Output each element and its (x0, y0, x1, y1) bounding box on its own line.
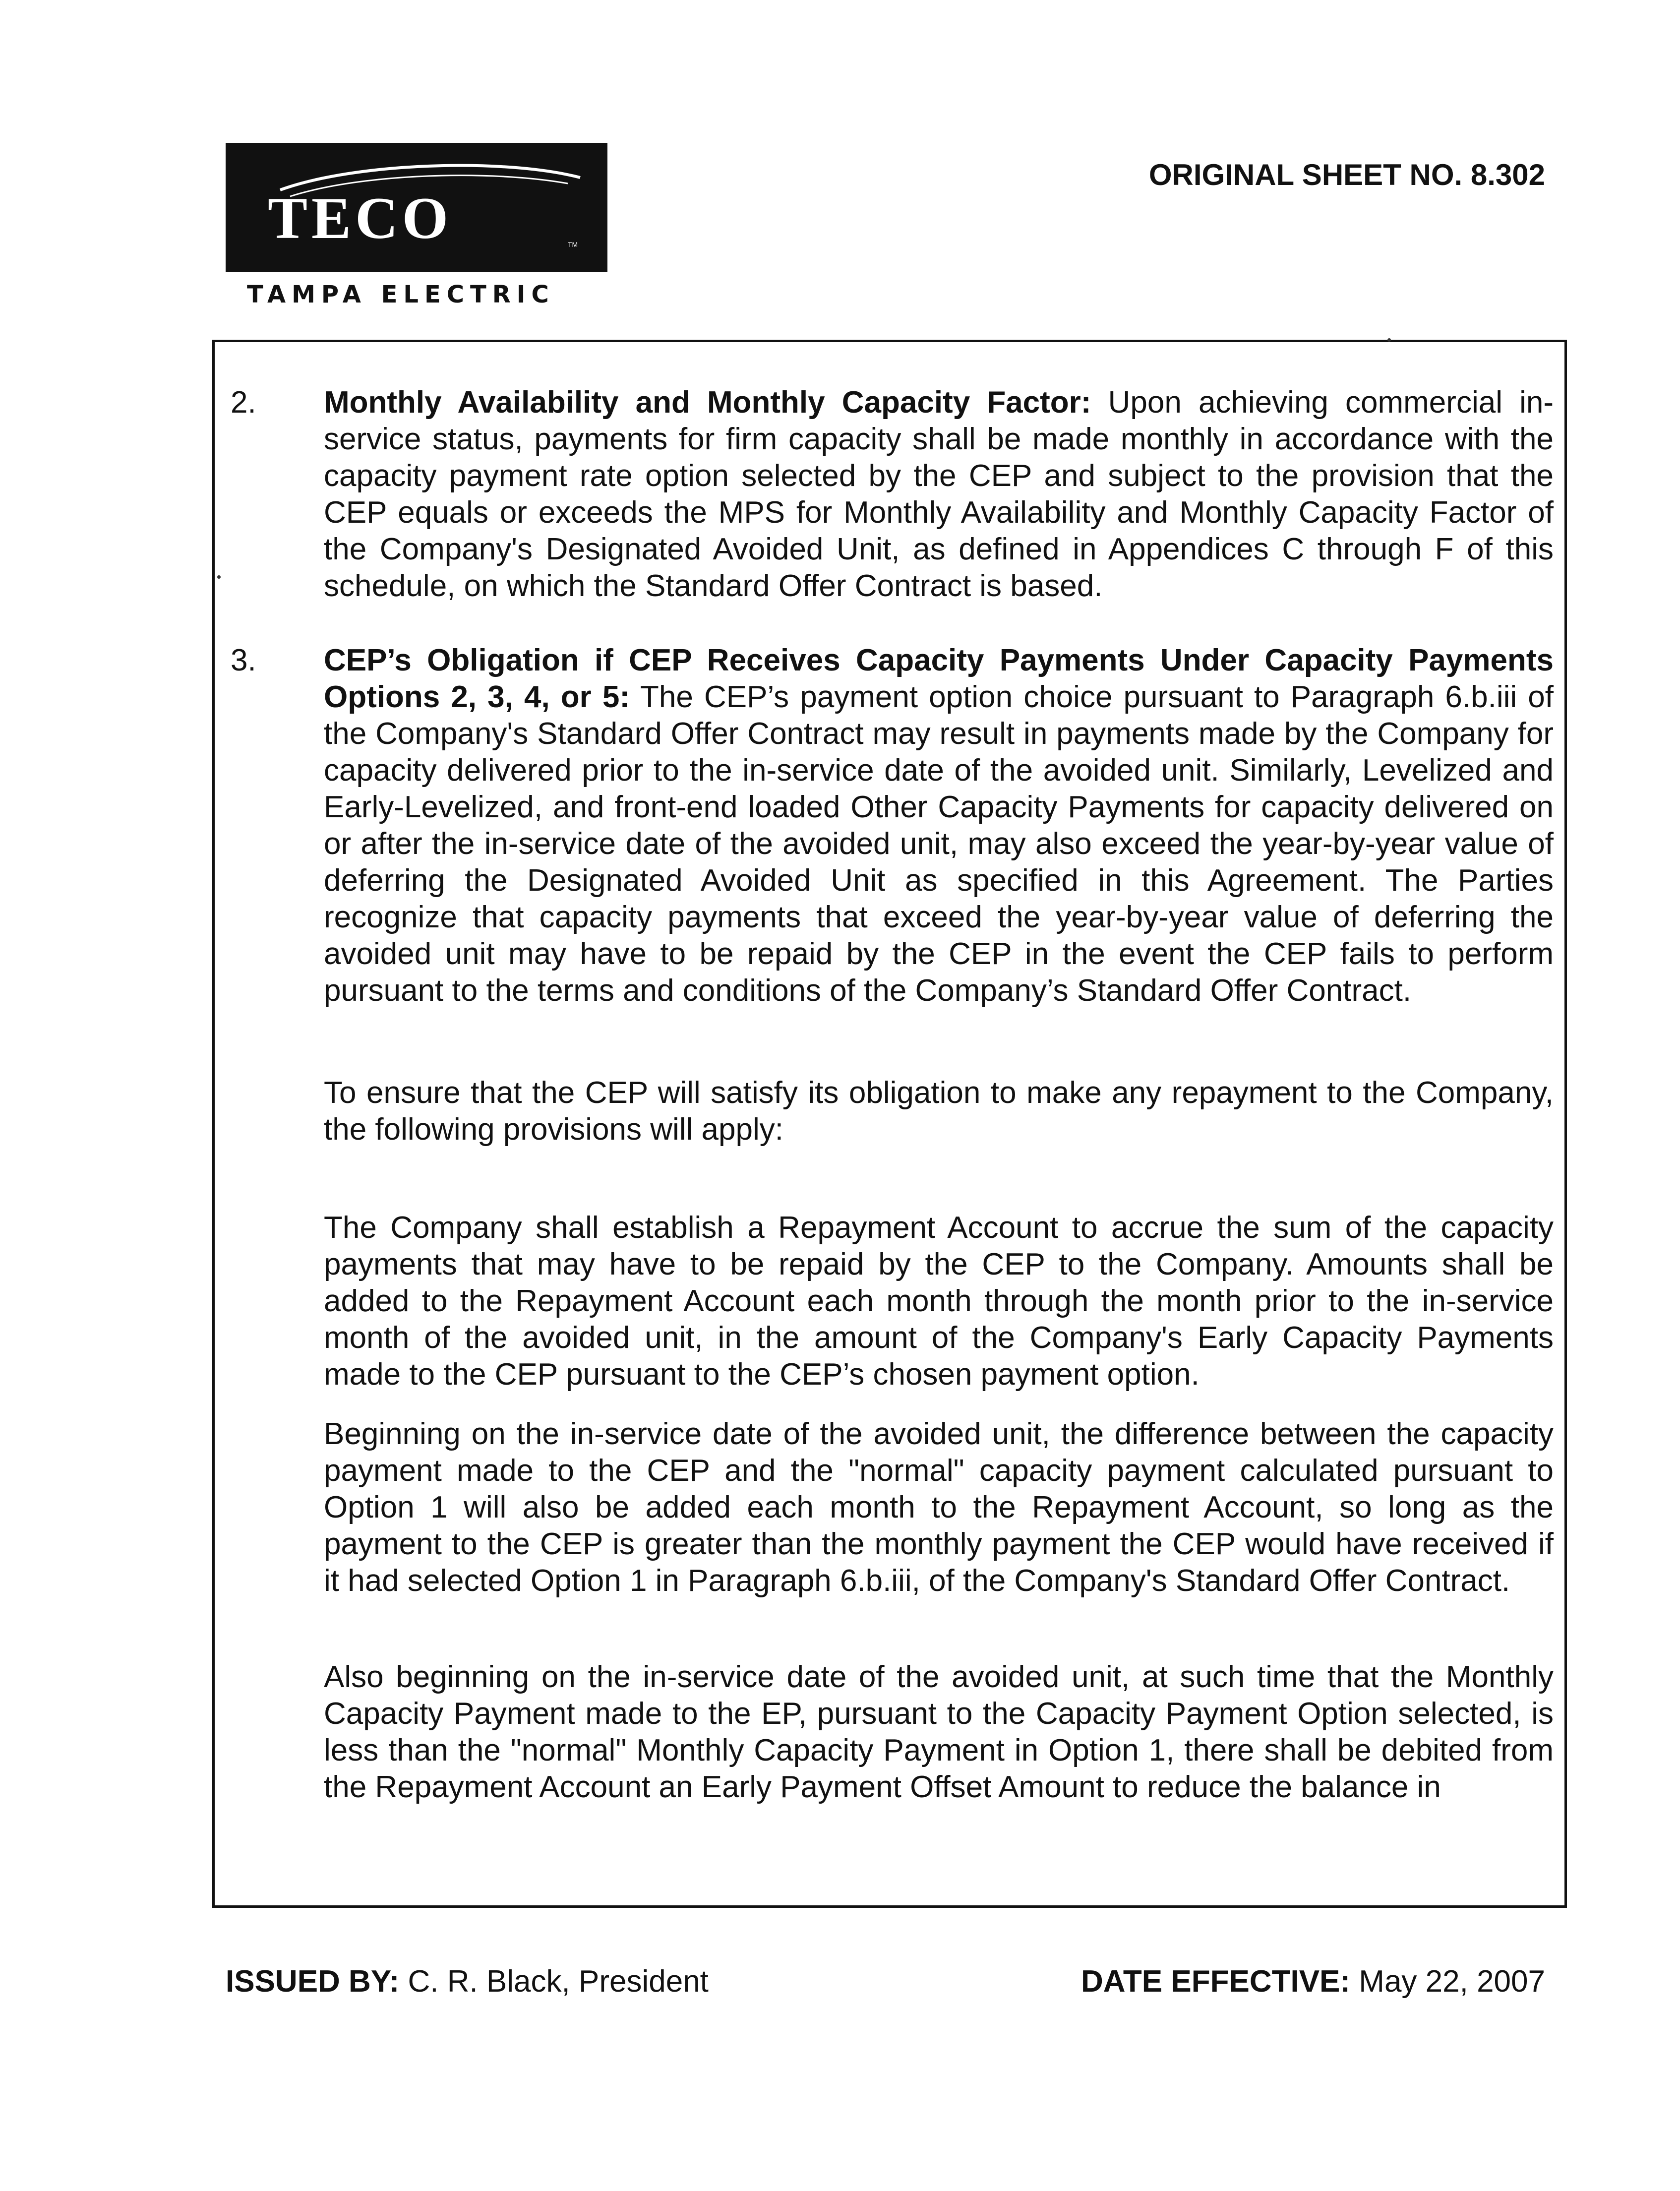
scan-speck (217, 575, 221, 579)
date-effective-value: May 22, 2007 (1359, 1964, 1545, 1999)
paragraph: Beginning on the in-service date of the avoided unit, the difference between the capacity payment made to the CEP and the "normal" capacity payment calculated pursuant to Option 1 will also be added each month to the Repayment Account, so long as the payment to the CEP is greater than the monthly payment the CEP would have received if it had selected Option 1 in Paragraph 6.b.iii, of the Company's Standard Offer Contract. (324, 1417, 1554, 1598)
section-text: Upon achieving commercial in-service status, payments for firm capacity shall be made monthly in accordance with the capacity payment rate option selected by the CEP and subject to the provision that the CEP equals or exceeds the MPS for Monthly Availability and Monthly Capacity Factor of the Company's Designated Avoided Unit, as defined in Appendices C through F of this schedule, on which the Standard Offer Contract is based. (324, 385, 1554, 603)
scan-speck (1387, 338, 1391, 342)
teco-logo-graphic (226, 143, 607, 272)
section-text: The CEP’s payment option choice pursuant to Paragraph 6.b.iii of the Company's Standard Offer Contract may result in payments made by the Company for capacity delivered prior to the in-service date of the avoided unit. Similarly, Levelized and Early-Levelized, and front-end loaded Other Capacity Payments for capacity delivered on or after the in-service date of the avoided unit, may also exceed the year-by-year value of deferring the Designated Avoided Unit as specified in this Agreement. The Parties recognize that capacity payments that exceed the year-by-year value of deferring the avoided unit may have to be repaid by the CEP in the event the CEP fails to perform pursuant to the terms and conditions of the Company’s Standard Offer Contract. (324, 680, 1554, 1008)
section-body (324, 384, 1554, 605)
section-number: 3. (231, 643, 256, 677)
section-heading: CEP’s Obligation if CEP Receives Capacity Payments Under Capacity Payments Options 2, 3, 4, or 5: (324, 643, 1554, 714)
paragraph: To ensure that the CEP will satisfy its obligation to make any repayment to the Company, the following provisions will apply: (324, 1076, 1554, 1147)
section-body (324, 642, 1554, 1009)
issued-by-value: C. R. Black, President (408, 1964, 709, 1999)
logo-wordmark: TECO (268, 185, 453, 251)
paragraph: The Company shall establish a Repayment Account to accrue the sum of the capacity payments that may have to be repaid by the CEP to the Company. Amounts shall be added to the Repayment Account each month through the month prior to the in-service month of the avoided unit, in the amount of the Company's Early Capacity Payments made to the CEP pursuant to the CEP’s chosen payment option. (324, 1211, 1554, 1392)
content-frame (212, 340, 1567, 1908)
issued-by (226, 1964, 709, 1999)
section-number: 2. (231, 385, 256, 420)
logo-subtitle: TAMPA ELECTRIC (247, 281, 555, 308)
logo-trademark: TM (568, 241, 578, 248)
date-effective-label: DATE EFFECTIVE: (1080, 1964, 1351, 1999)
date-effective (1081, 1964, 1545, 1999)
issued-by-label: ISSUED BY: (226, 1964, 400, 1999)
paragraph: Also beginning on the in-service date of the avoided unit, at such time that the Monthly Capacity Payment made to the EP, pursuant to the Capacity Payment Option selected, is less than the "normal" Monthly Capacity Payment in Option 1, there shall be debited from the Repayment Account an Early Payment Offset Amount to reduce the balance in (324, 1660, 1554, 1804)
teco-logo (226, 143, 607, 272)
sheet-number: ORIGINAL SHEET NO. 8.302 (1148, 158, 1545, 191)
section-heading: Monthly Availability and Monthly Capacity Factor: (324, 385, 1091, 420)
